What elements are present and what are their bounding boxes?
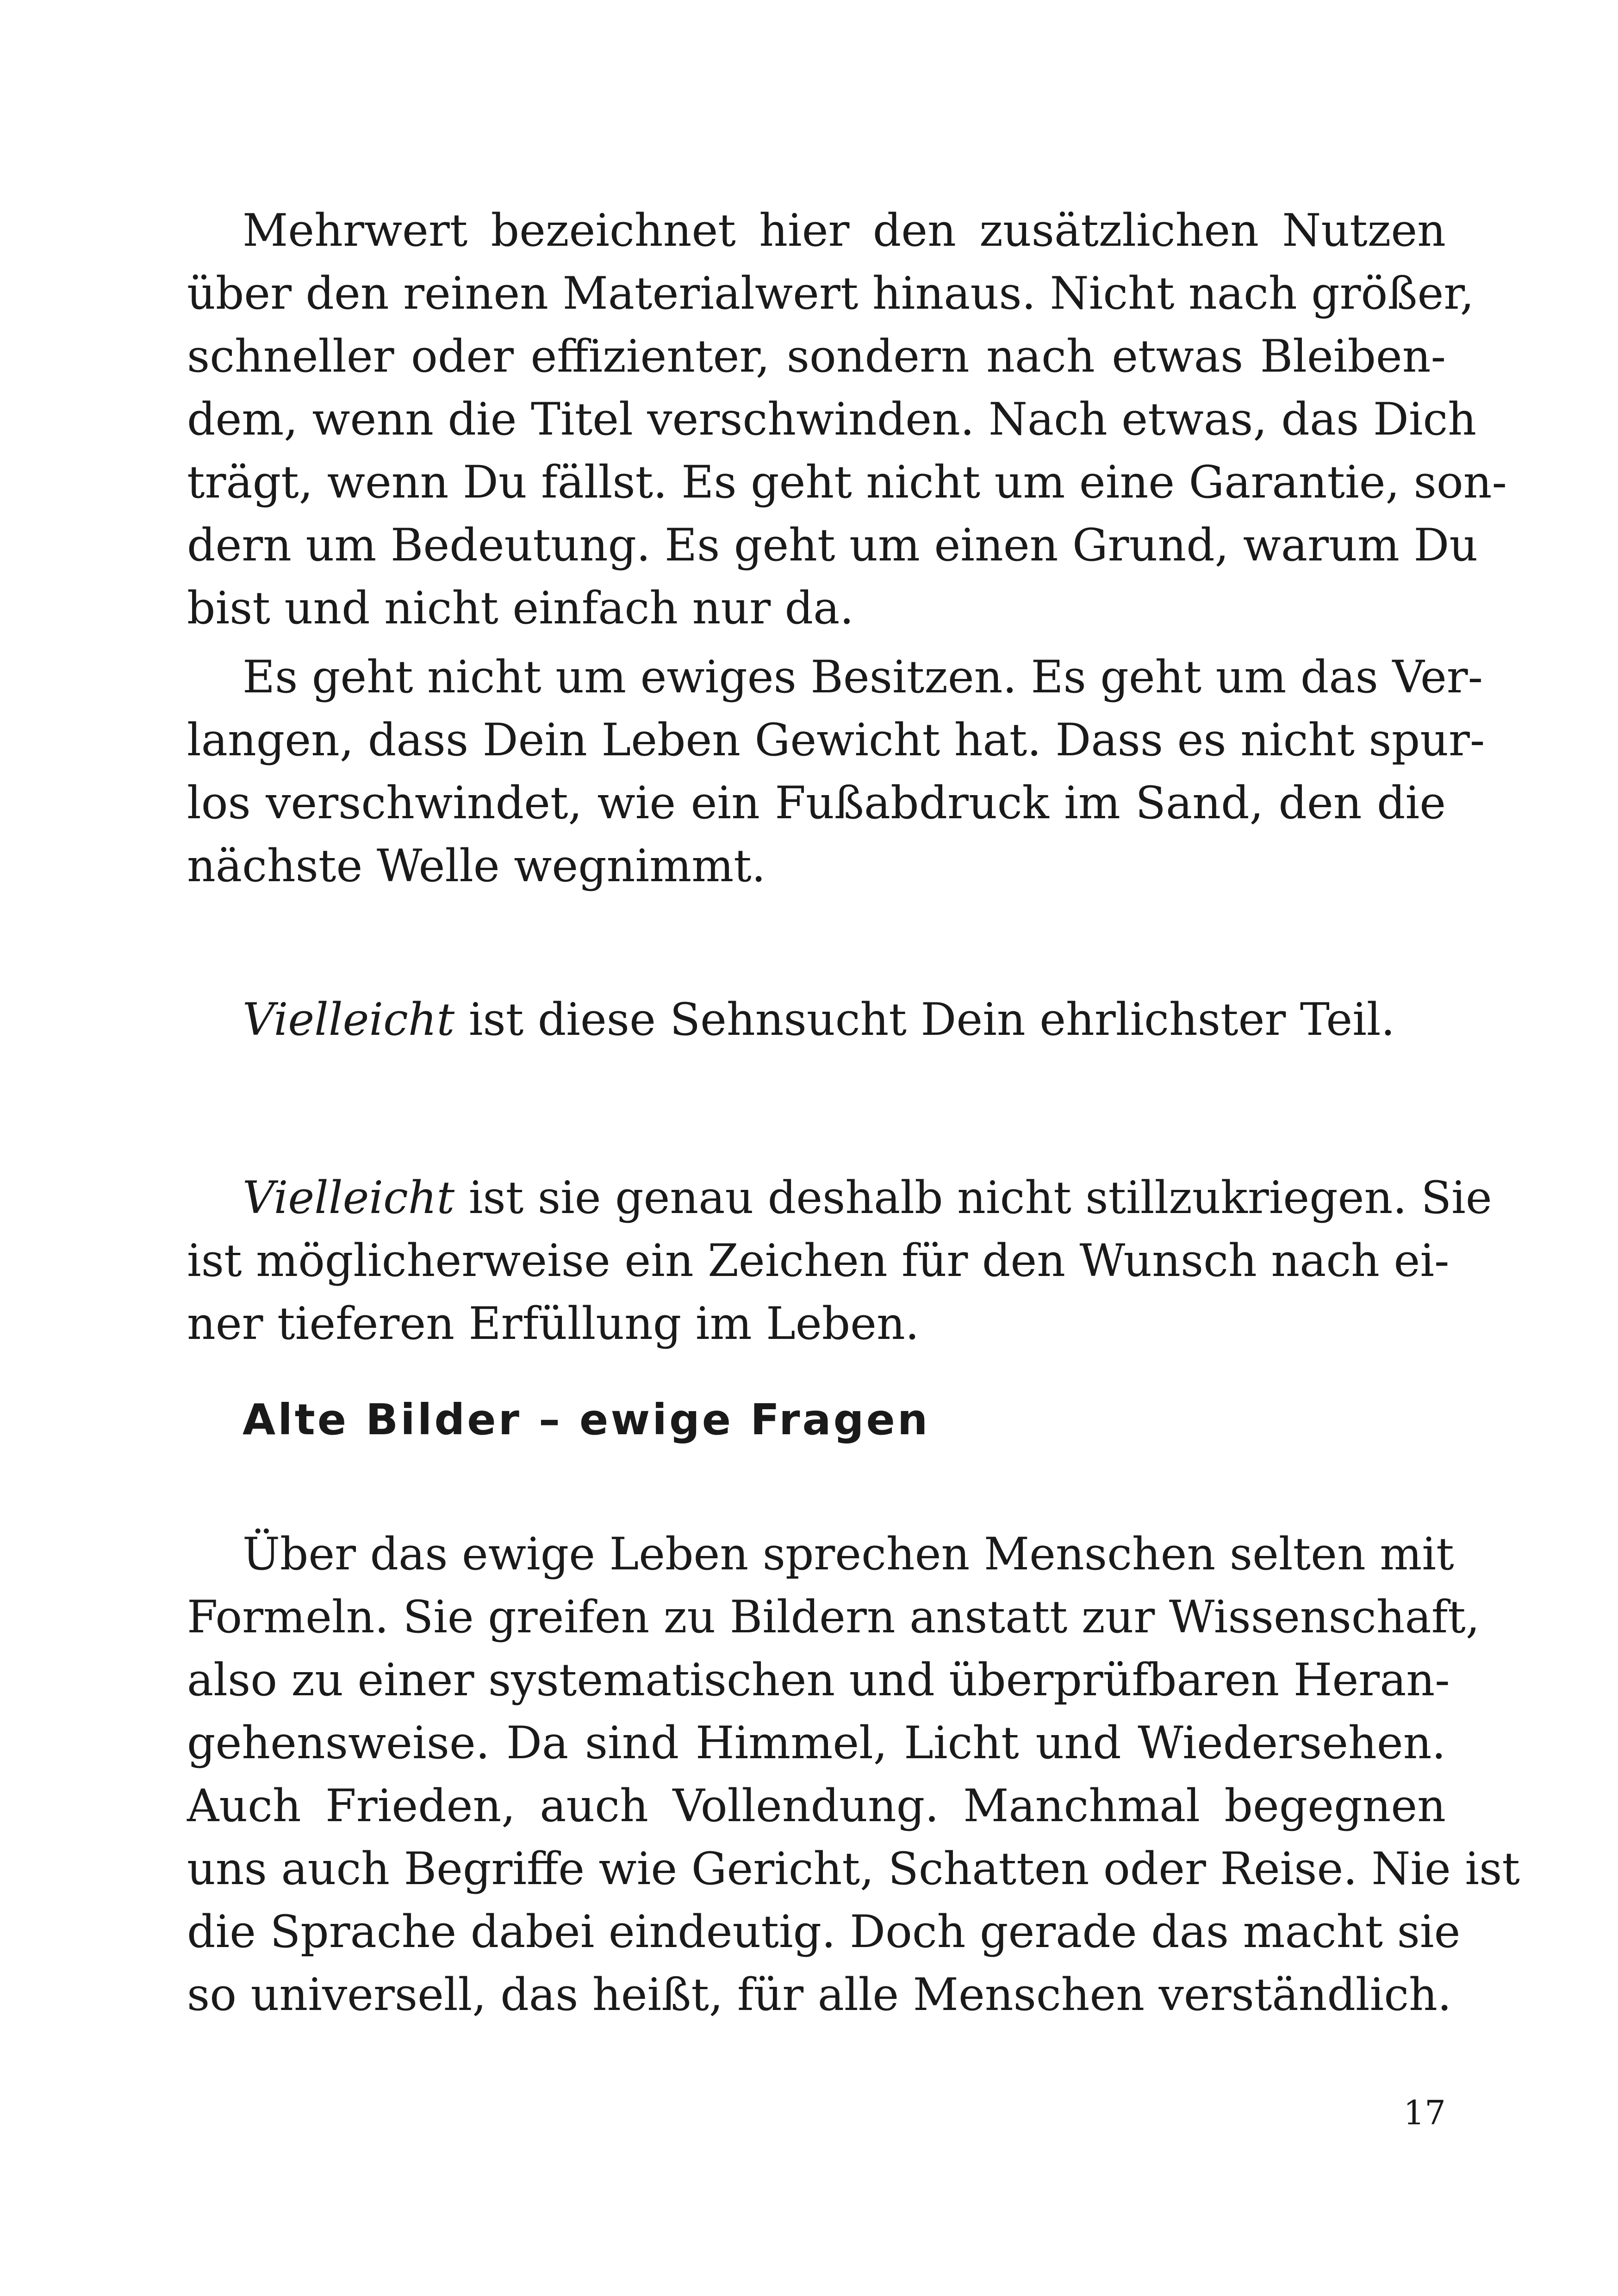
paragraph-besitzen <box>187 646 1485 897</box>
text-line: uns auch Begriffe wie Gericht, Schatten oder Reise. Nie ist <box>187 1843 1520 1895</box>
paragraph-stillzukriegen <box>187 1166 1492 1355</box>
emphasis-word: Vielleicht <box>243 994 455 1045</box>
text-line: los verschwindet, wie ein Fußabdruck im Sand, den die <box>187 777 1446 829</box>
page-number: 17 <box>1403 2093 1446 2132</box>
text-line: nächste Welle wegnimmt. <box>187 840 766 892</box>
text-line <box>187 988 1446 1051</box>
text-fragment: ist diese Sehnsucht Dein ehrlichster Teil. <box>454 994 1395 1045</box>
text-line: Es geht nicht um ewiges Besitzen. Es geht um das Ver- <box>243 651 1483 703</box>
text-line: Formeln. Sie greifen zu Bildern anstatt zur Wissenschaft, <box>187 1591 1480 1643</box>
text-line: Auch Frieden, auch Vollendung. Manchmal begegnen <box>187 1780 1446 1832</box>
text-line: schneller oder effizienter, sondern nach etwas Bleiben- <box>187 330 1446 382</box>
text-line: Mehrwert bezeichnet hier den zusätzlichen Nutzen <box>243 205 1446 256</box>
text-line: also zu einer systematischen und überprüfbaren Heran- <box>187 1654 1450 1706</box>
text-line: gehensweise. Da sind Himmel, Licht und Wiedersehen. <box>187 1717 1446 1769</box>
paragraph-mehrwert <box>187 199 1507 640</box>
text-line: langen, dass Dein Leben Gewicht hat. Dass es nicht spur- <box>187 714 1485 766</box>
text-line: trägt, wenn Du fällst. Es geht nicht um eine Garantie, son- <box>187 456 1507 508</box>
text-fragment: ist sie genau deshalb nicht stillzukriegen. Sie <box>454 1172 1492 1224</box>
paragraph-bilder <box>187 1523 1520 2026</box>
text-line: Über das ewige Leben sprechen Menschen selten mit <box>243 1528 1454 1580</box>
paragraph-sehnsucht <box>187 988 1446 1051</box>
text-line: ner tieferen Erfüllung im Leben. <box>187 1298 920 1350</box>
section-heading: Alte Bilder – ewige Fragen <box>243 1395 930 1444</box>
text-line: so universell, das heißt, für alle Menschen verständlich. <box>187 1969 1452 2021</box>
text-line: dern um Bedeutung. Es geht um einen Grund, warum Du <box>187 519 1478 571</box>
text-line: dem, wenn die Titel verschwinden. Nach etwas, das Dich <box>187 393 1477 445</box>
emphasis-word: Vielleicht <box>243 1172 455 1224</box>
text-line: über den reinen Materialwert hinaus. Nicht nach größer, <box>187 268 1475 319</box>
text-line <box>187 1166 1492 1229</box>
text-line: ist möglicherweise ein Zeichen für den Wunsch nach ei- <box>187 1235 1450 1287</box>
text-line: die Sprache dabei eindeutig. Doch gerade das macht sie <box>187 1906 1461 1958</box>
text-line: bist und nicht einfach nur da. <box>187 582 854 634</box>
